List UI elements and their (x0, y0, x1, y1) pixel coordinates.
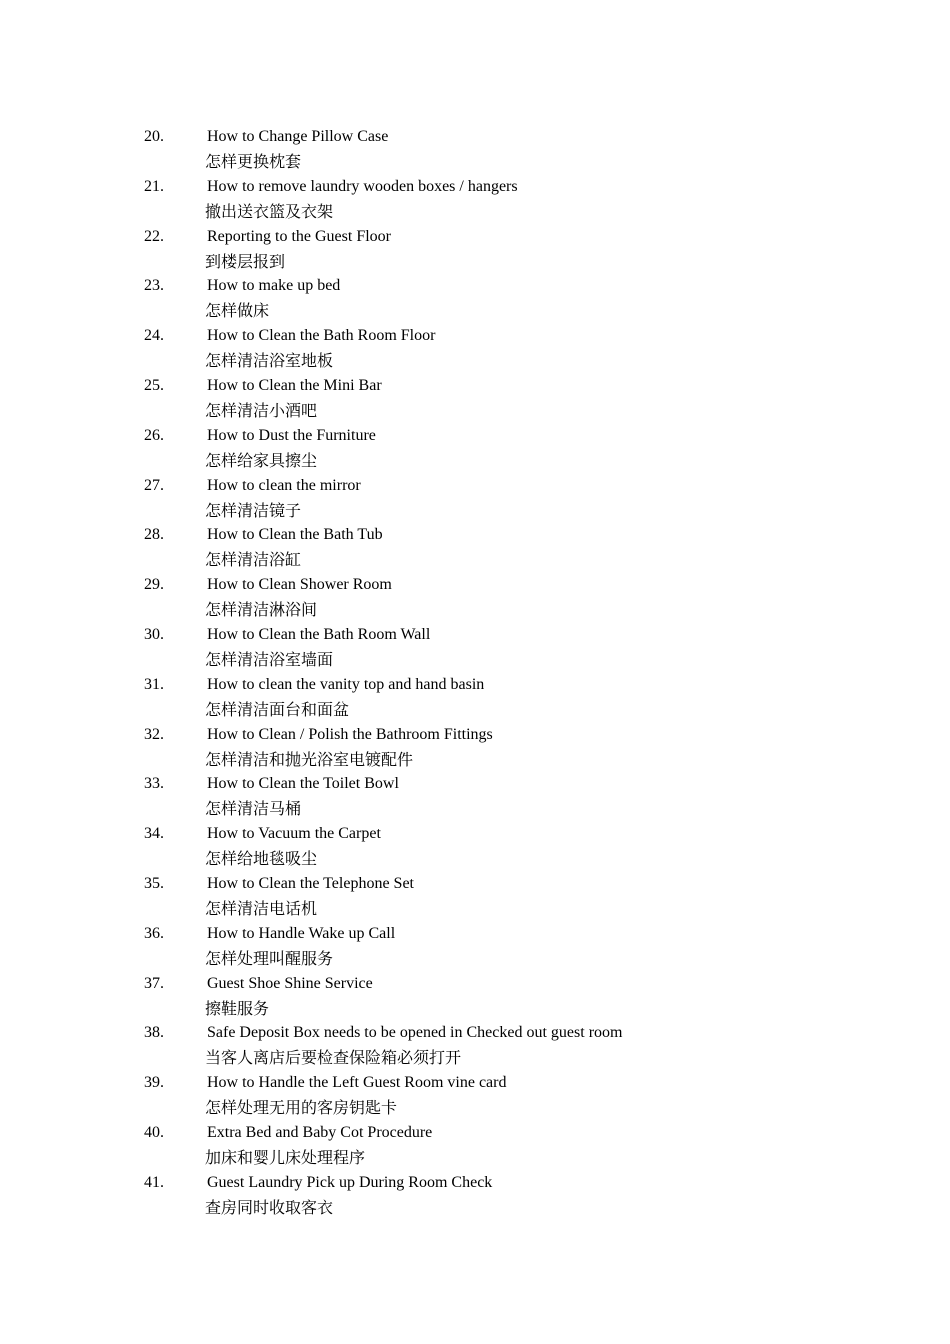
item-title-english: How to Clean / Polish the Bathroom Fittings (207, 725, 493, 743)
item-title-chinese: 怎样清洁和抛光浴室电镀配件 (205, 749, 414, 769)
item-title-chinese: 怎样清洁小酒吧 (205, 400, 318, 420)
item-number: 24. (144, 327, 164, 345)
item-number: 38. (144, 1024, 164, 1042)
item-number: 20. (144, 128, 164, 145)
list-item (0, 674, 950, 724)
item-number: 31. (144, 675, 164, 693)
list-item (0, 226, 950, 276)
list-item (0, 325, 950, 375)
item-number: 37. (144, 974, 164, 992)
item-title-english: How to Clean the Bath Room Wall (207, 625, 431, 643)
item-number: 39. (144, 1074, 164, 1092)
item-title-english: How to Dust the Furniture (207, 426, 376, 444)
item-title-english: How to Clean the Telephone Set (207, 874, 414, 892)
list-item (0, 1022, 950, 1072)
list-item (0, 425, 950, 475)
item-title-chinese: 当客人离店后要检查保险箱必须打开 (205, 1048, 462, 1068)
item-title-english: How to clean the mirror (207, 476, 361, 494)
item-title-chinese: 怎样处理无用的客房钥匙卡 (205, 1098, 398, 1118)
list-item (0, 1072, 950, 1122)
list-item (0, 574, 950, 624)
item-title-chinese: 怎样清洁淋浴间 (205, 600, 318, 620)
item-title-chinese: 查房同时收取客衣 (205, 1197, 334, 1217)
item-title-english: How to Clean the Bath Tub (207, 526, 383, 544)
item-title-english: Guest Shoe Shine Service (207, 974, 373, 992)
item-title-chinese: 怎样清洁电话机 (205, 898, 318, 918)
item-title-english: How to Clean the Toilet Bowl (207, 775, 399, 793)
item-title-chinese: 加床和婴儿床处理程序 (205, 1147, 366, 1167)
item-number: 21. (144, 177, 164, 195)
item-title-english: How to Handle Wake up Call (207, 924, 396, 942)
list-item (0, 923, 950, 973)
item-title-chinese: 怎样给家具擦尘 (205, 450, 318, 470)
item-title-english: How to Clean the Mini Bar (207, 376, 382, 394)
item-title-chinese: 撤出送衣篮及衣架 (205, 201, 334, 221)
list-item (0, 475, 950, 525)
item-number: 30. (144, 625, 164, 643)
item-title-english: Safe Deposit Box needs to be opened in Checked out guest room (207, 1024, 623, 1042)
item-title-chinese: 怎样更换枕套 (205, 152, 302, 171)
item-number: 26. (144, 426, 164, 444)
item-title-chinese: 怎样处理叫醒服务 (205, 948, 334, 968)
list-item (0, 1122, 950, 1172)
item-number: 35. (144, 874, 164, 892)
item-title-english: How to make up bed (207, 277, 341, 295)
item-title-chinese: 怎样给地毯吸尘 (205, 849, 318, 869)
item-title-chinese: 怎样清洁马桶 (205, 799, 302, 819)
item-number: 34. (144, 825, 164, 843)
procedure-list (0, 126, 950, 1222)
list-item (0, 1172, 950, 1222)
item-title-english: How to Clean the Bath Room Floor (207, 327, 436, 345)
list-item (0, 275, 950, 325)
item-title-english: How to Clean Shower Room (207, 576, 392, 594)
item-title-chinese: 到楼层报到 (205, 251, 286, 271)
item-title-chinese: 怎样做床 (205, 301, 270, 321)
item-number: 27. (144, 476, 164, 494)
item-number: 41. (144, 1173, 164, 1191)
list-item (0, 375, 950, 425)
item-number: 23. (144, 277, 164, 295)
item-number: 33. (144, 775, 164, 793)
item-number: 36. (144, 924, 164, 942)
item-number: 22. (144, 227, 164, 245)
list-item (0, 524, 950, 574)
item-title-chinese: 怎样清洁浴缸 (205, 550, 302, 570)
list-item (0, 724, 950, 774)
list-item (0, 873, 950, 923)
item-title-english: Extra Bed and Baby Cot Procedure (207, 1123, 433, 1141)
list-item (0, 823, 950, 873)
item-title-chinese: 擦鞋服务 (205, 998, 270, 1018)
item-number: 32. (144, 725, 164, 743)
item-title-english: Reporting to the Guest Floor (207, 227, 391, 245)
list-item (0, 773, 950, 823)
item-number: 28. (144, 526, 164, 544)
item-title-chinese: 怎样清洁浴室墙面 (205, 649, 334, 669)
item-title-english: How to remove laundry wooden boxes / hangers (207, 177, 518, 195)
item-title-chinese: 怎样清洁面台和面盆 (205, 699, 350, 719)
item-title-english: How to clean the vanity top and hand basin (207, 675, 485, 693)
item-number: 40. (144, 1123, 164, 1141)
list-item (0, 624, 950, 674)
item-title-english: How to Change Pillow Case (207, 128, 389, 145)
item-title-english: How to Vacuum the Carpet (207, 825, 381, 843)
list-item (0, 176, 950, 226)
item-number: 25. (144, 376, 164, 394)
item-title-english: How to Handle the Left Guest Room vine card (207, 1074, 507, 1092)
list-item (0, 973, 950, 1023)
item-title-chinese: 怎样清洁浴室地板 (205, 351, 334, 371)
item-title-english: Guest Laundry Pick up During Room Check (207, 1173, 493, 1191)
item-number: 29. (144, 576, 164, 594)
item-title-chinese: 怎样清洁镜子 (205, 500, 302, 520)
list-item (0, 126, 950, 176)
